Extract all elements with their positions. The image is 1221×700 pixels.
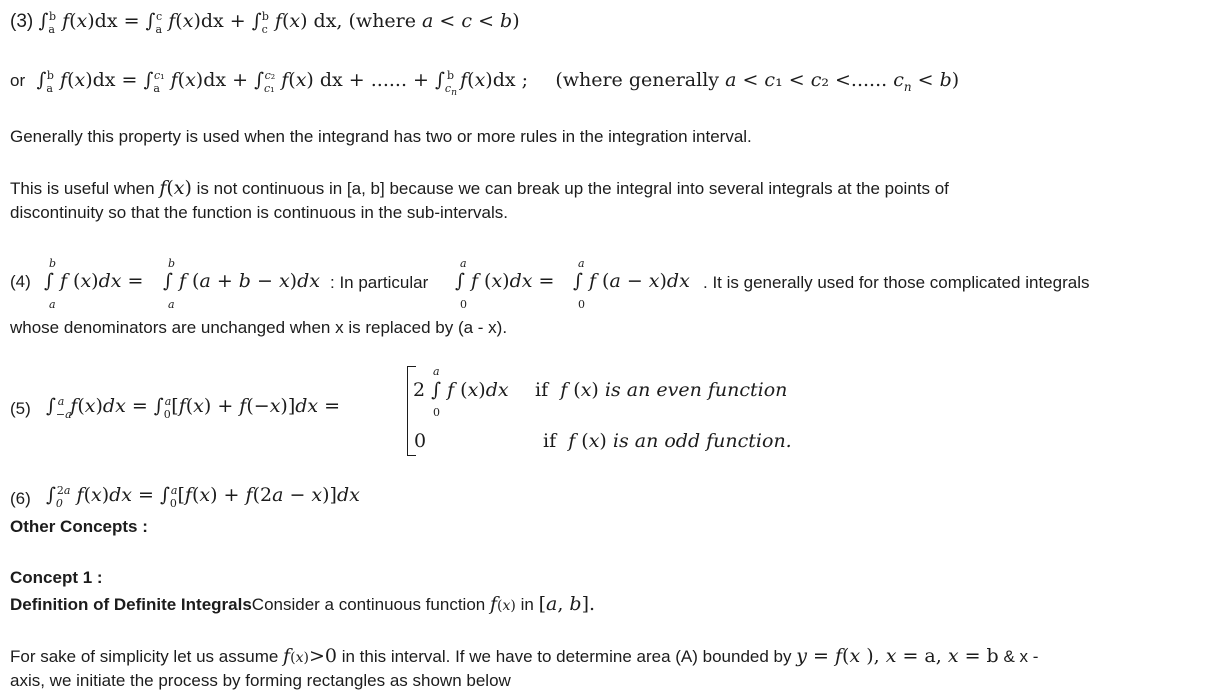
property-3-line bbox=[10, 10, 520, 36]
property-5-formula: $\int_{-a}^a$ $f(x)dx = \int_0^a[f(x) + f(-x)]dx$ = bbox=[46, 395, 341, 421]
odd-case-value: 0 bbox=[414, 430, 427, 452]
property-6-formula: $\int_0^{2a}$ $f(x)dx = \int_0^a[f(x) + f(2a - x)]dx$ bbox=[46, 484, 360, 510]
paragraph-useful-line-2: discontinuity so that the function is continuous in the sub-intervals. bbox=[10, 203, 509, 222]
property-3-where: (where a < c < b) bbox=[348, 10, 520, 32]
other-concepts-heading: Other Concepts : bbox=[10, 517, 148, 536]
property-4-in-particular: : In particular bbox=[330, 273, 429, 292]
paragraph-useful-line-1: This is useful when f(x) is not continuous in [a, b] because we can break up the integral into several integrals at the points of bbox=[10, 177, 949, 199]
property-3-formula: $\int_a^b$ $f(x)dx = \int_a^c$ $f(x)dx + \int_c^b$ f(x) dx, bbox=[38, 10, 349, 36]
property-4-formula-right: ∫ f (a + b − x)dx bbox=[163, 270, 320, 292]
definition-line: Definition of Definite IntegralsConsider a continuous function f(x) in [a, b]. bbox=[10, 593, 596, 615]
property-3-general-formula: $\int_a^b$ $f(x)dx = \int_a^{c_1}$ $f(x)dx + \int_{c_1}^{c_2}$ f(x) dx + ...... + $\int_{c_n}^b$ f(x)dx ; bbox=[30, 69, 529, 99]
or-label: or bbox=[10, 71, 26, 90]
property-4-line-2: whose denominators are unchanged when x is replaced by (a - x). bbox=[10, 318, 508, 337]
even-case-condition: if f (x) is an even function bbox=[535, 379, 788, 401]
property-4-tail: . It is generally used for those complicated integrals bbox=[703, 273, 1090, 292]
simplicity-line-1: For sake of simplicity let us assume f(x)>0 in this interval. If we have to determine area (A) bounded by y = f(x ), x = a, x = b & x - bbox=[10, 645, 1039, 667]
concept-1-heading: Concept 1 : bbox=[10, 568, 103, 587]
property-4-particular-right: ∫ f (a − x)dx bbox=[573, 270, 690, 292]
property-3-general-where: (where generally a < c₁ < c₂ <...... $c_n < b$) bbox=[555, 69, 960, 94]
paragraph-general-use: Generally this property is used when the integrand has two or more rules in the integration interval. bbox=[10, 127, 752, 146]
simplicity-line-2: axis, we initiate the process by forming rectangles as shown below bbox=[10, 671, 511, 690]
property-4-particular-left: ∫ f (x)dx = bbox=[455, 270, 555, 292]
property-3-general-line bbox=[10, 69, 959, 98]
odd-case-condition: if f (x) is an odd function. bbox=[543, 430, 792, 452]
property-4-formula-left: ∫ f (x)dx = bbox=[44, 270, 144, 292]
property-5-label: (5) bbox=[10, 399, 31, 418]
property-4-line: (4) bbox=[10, 272, 31, 291]
property-6-label: (6) bbox=[10, 489, 31, 508]
even-case-formula: 2 ∫ f (x)dx bbox=[413, 379, 509, 401]
property-3-label: (3) bbox=[10, 11, 34, 32]
